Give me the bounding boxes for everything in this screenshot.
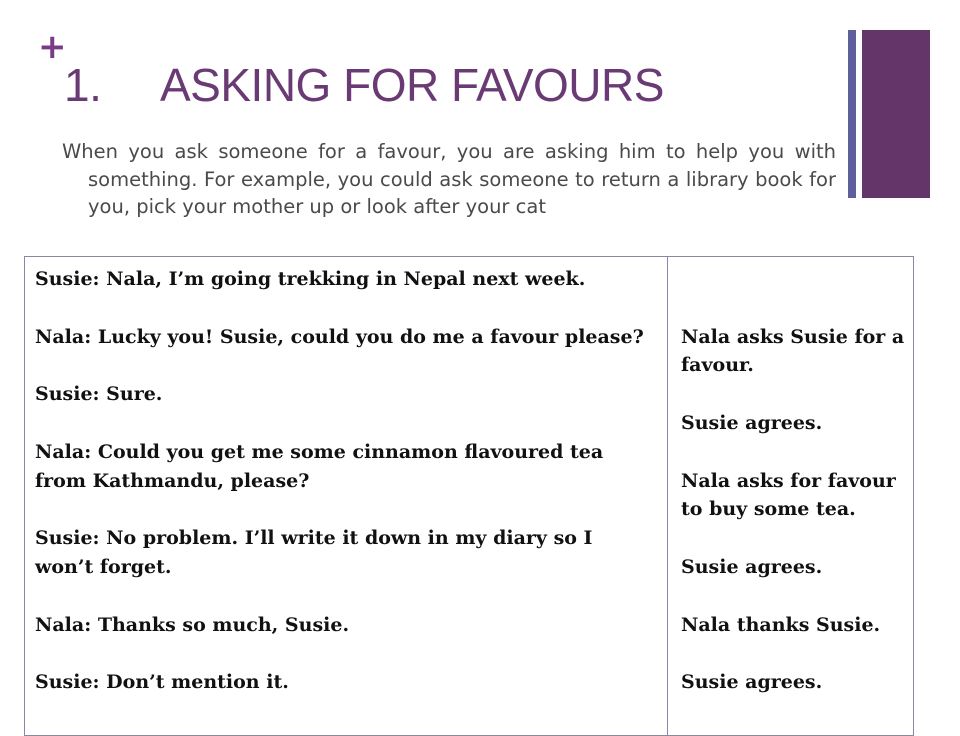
- accent-bar-thick: [862, 30, 930, 198]
- commentary-line: Nala thanks Susie.: [681, 613, 881, 636]
- intro-paragraph: When you ask someone for a favour, you are asking him to help you with something. For example, you could ask someone to return a library book for you, pick your mother up or look after your cat: [62, 140, 836, 218]
- dialogue-line: Susie: No problem. I’ll write it down in my diary so I won’t forget.: [35, 527, 593, 578]
- dialogue-column: [35, 265, 655, 726]
- dialogue-table: [24, 256, 914, 736]
- dialogue-line: Nala: Lucky you! Susie, could you do me a favour please?: [35, 325, 644, 348]
- commentary-column: [681, 265, 909, 726]
- dialogue-line: Susie: Sure.: [35, 383, 163, 406]
- dialogue-line: Nala: Thanks so much, Susie.: [35, 613, 350, 636]
- slide-title: [64, 56, 664, 114]
- commentary-line: Susie agrees.: [681, 411, 823, 434]
- commentary-line: Nala asks Susie for a favour.: [681, 325, 905, 377]
- title-text: ASKING FOR FAVOURS: [160, 59, 664, 111]
- column-divider: [667, 257, 668, 735]
- commentary-line: Susie agrees.: [681, 671, 823, 694]
- dialogue-line: Susie: Don’t mention it.: [35, 671, 289, 694]
- dialogue-line: Susie: Nala, I’m going trekking in Nepal next week.: [35, 268, 586, 290]
- accent-bar-thin: [848, 30, 856, 198]
- title-number: 1.: [64, 59, 102, 111]
- plus-icon: +: [38, 27, 67, 67]
- commentary-line: Susie agrees.: [681, 555, 823, 578]
- commentary-line: Nala asks for favour to buy some tea.: [681, 469, 896, 521]
- dialogue-line: Nala: Could you get me some cinnamon flavoured tea from Kathmandu, please?: [35, 440, 604, 492]
